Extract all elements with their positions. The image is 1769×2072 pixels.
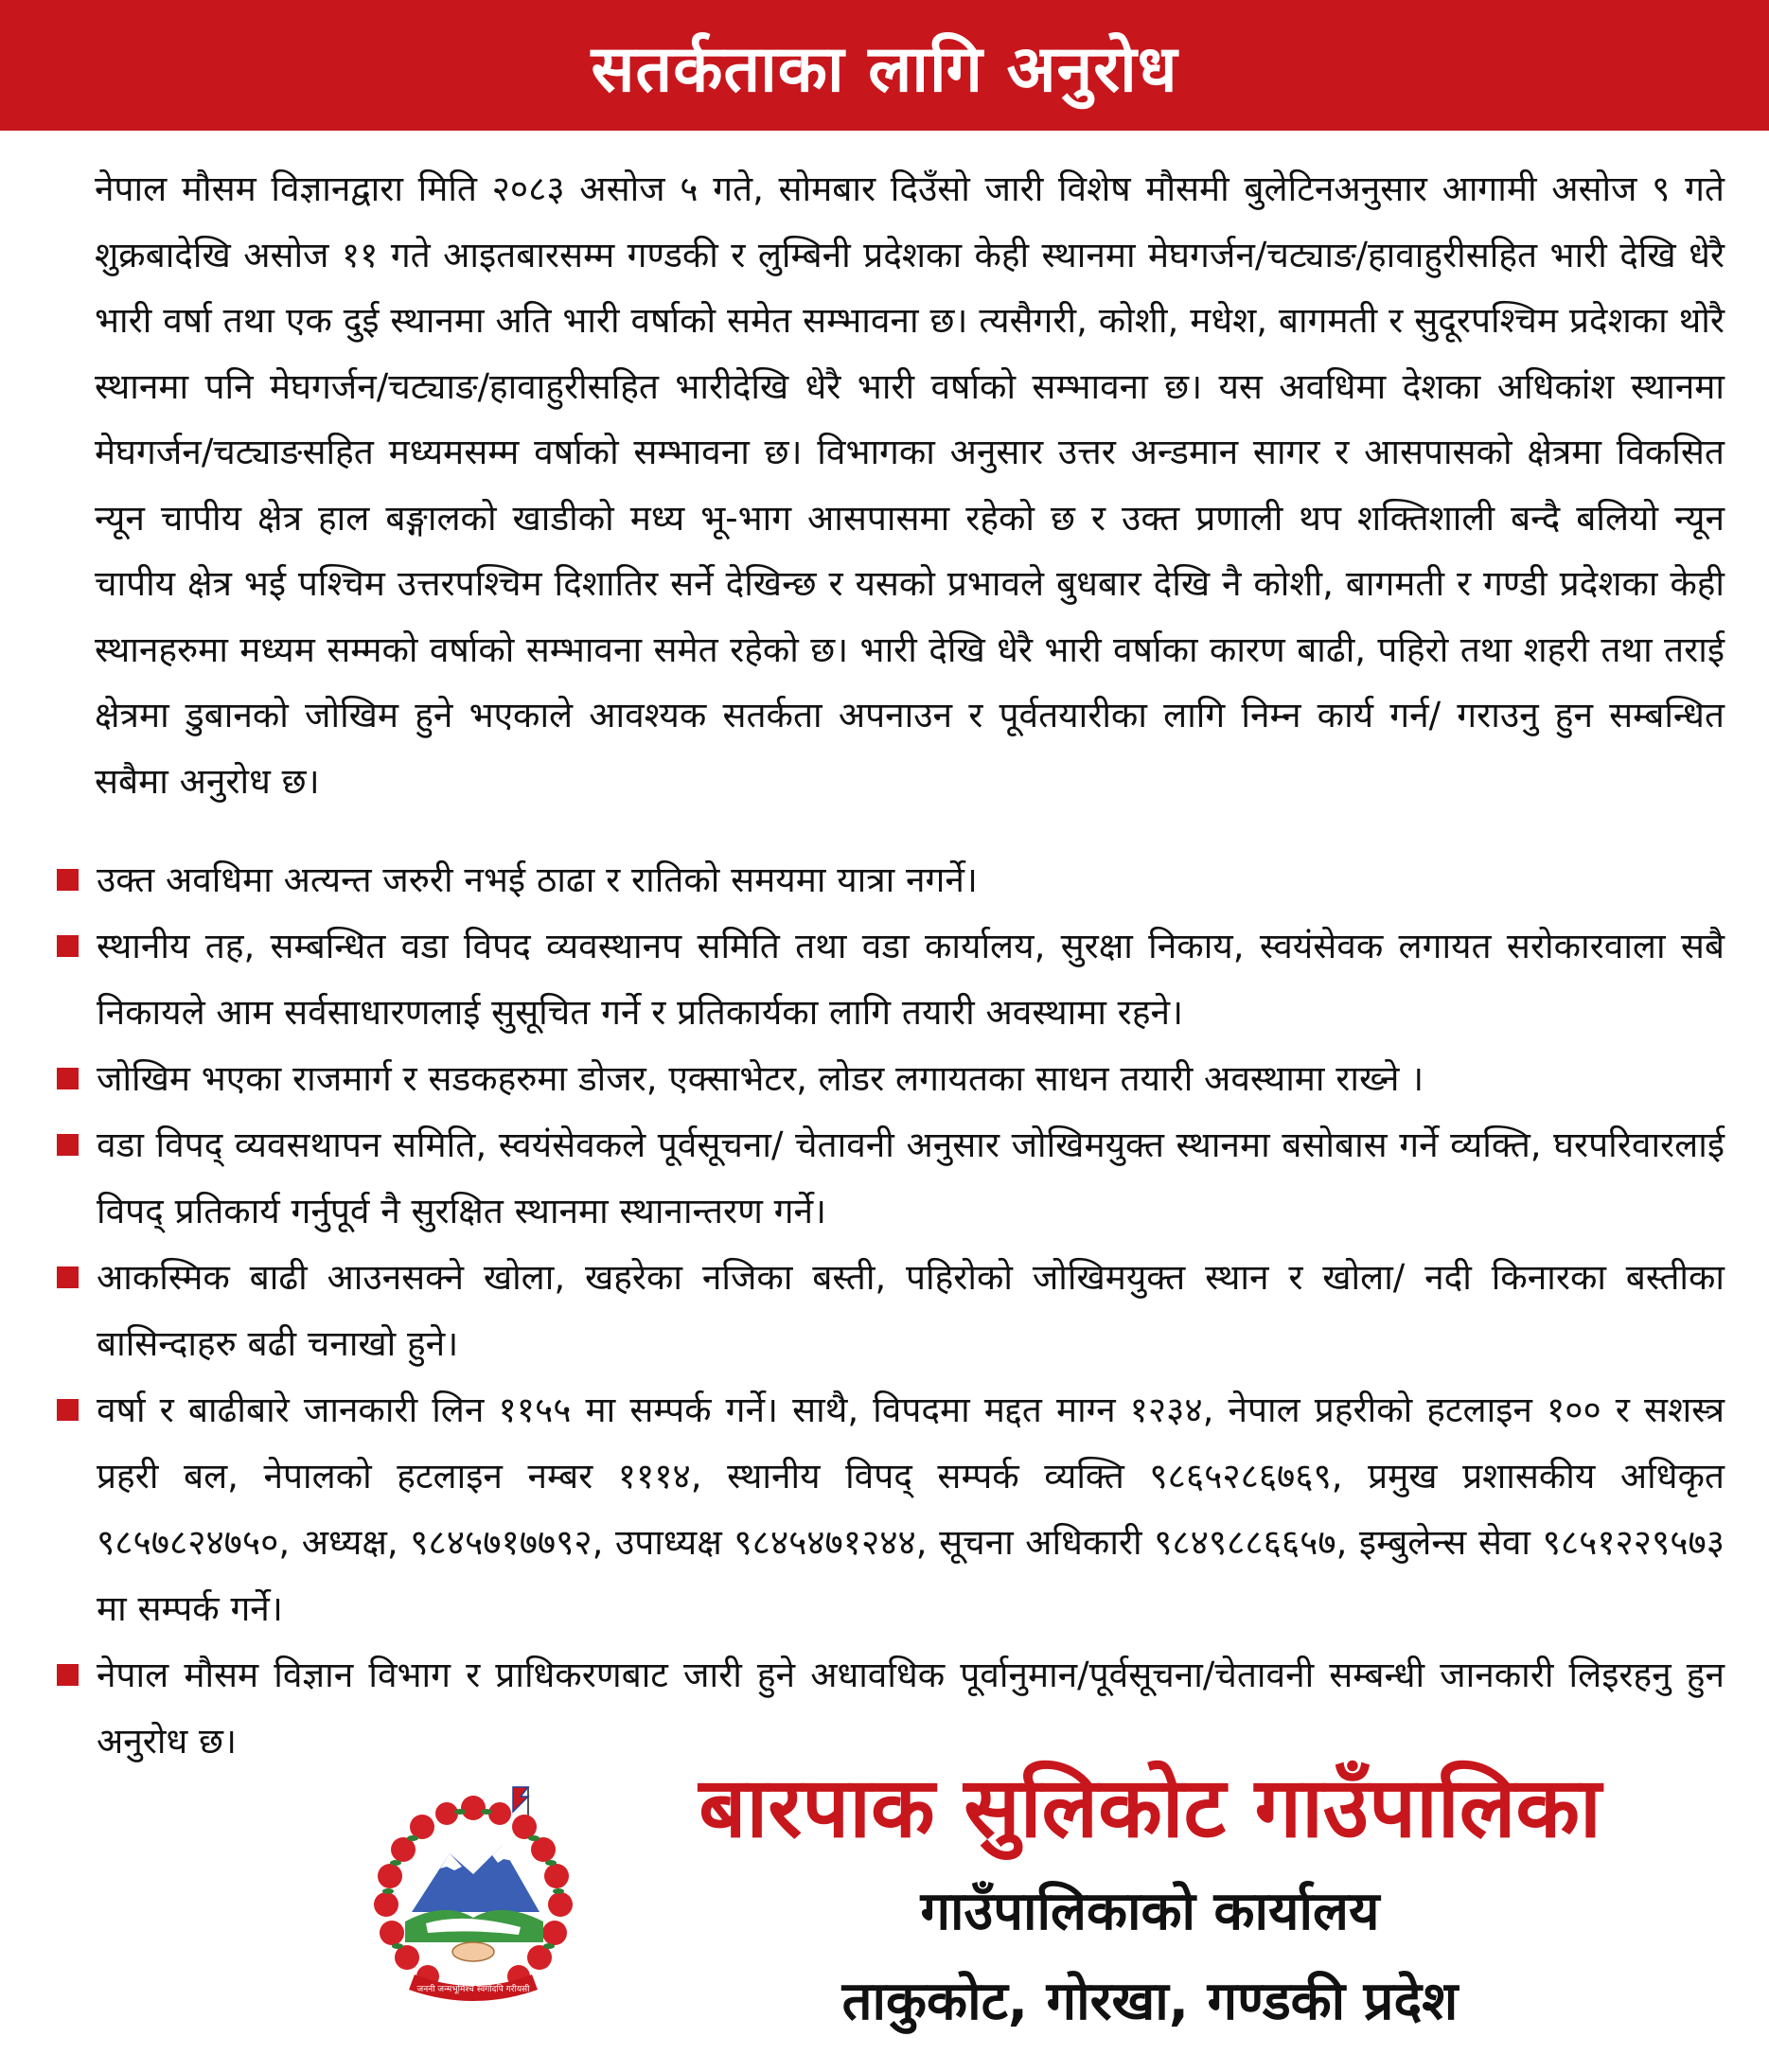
red-square-bullet-icon bbox=[57, 1664, 79, 1686]
list-item-text: जोखिम भएका राजमार्ग र सडकहरुमा डोजर, एक्साभेटर, लोडर लगायतका साधन तयारी अवस्थामा राख्ने । bbox=[97, 1058, 1424, 1099]
svg-text:जननी जन्मभूमिश्च स्वर्गादपि गर: जननी जन्मभूमिश्च स्वर्गादपि गरीयसी bbox=[416, 1985, 530, 1994]
red-square-bullet-icon bbox=[57, 1266, 79, 1288]
nepal-emblem-icon bbox=[360, 1780, 587, 2026]
list-item-text: उक्त अवधिमा अत्यन्त जरुरी नभई ठाढा र रातिको समयमा यात्रा नगर्ने। bbox=[97, 859, 978, 900]
list-item bbox=[57, 1642, 1725, 1775]
list-item bbox=[57, 1046, 1725, 1112]
list-item bbox=[57, 1377, 1725, 1642]
office-address: ताकुकोट, गोरखा, गण्डकी प्रदेश bbox=[841, 1971, 1459, 2032]
advisory-list bbox=[57, 847, 1725, 1775]
list-item-text: स्थानीय तह, सम्बन्धित वडा विपद व्यवस्थानप समिति तथा वडा कार्यालय, सुरक्षा निकाय, स्वयंसेवक लगायत सरोकारवाला सबै निकायले आम सर्वसाधारणलाई सुसूचित गर्ने र प्रतिकार्यका लागि तयारी अवस्थामा रहने। bbox=[97, 926, 1725, 1033]
red-square-bullet-icon bbox=[57, 1399, 79, 1421]
list-item-text: आकस्मिक बाढी आउनसक्ने खोला, खहरेका नजिका बस्ती, पहिरोको जोखिमयुक्त स्थान र खोला/ नदी किनारका बस्तीका बासिन्दाहरु बढी चनाखो हुने। bbox=[97, 1257, 1725, 1364]
organization-name: बारपाक सुलिकोट गाउँपालिका bbox=[699, 1759, 1601, 1856]
list-item bbox=[57, 913, 1725, 1046]
list-item bbox=[57, 1245, 1725, 1377]
title-banner bbox=[0, 0, 1769, 131]
list-item-text: वडा विपद् व्यवसथापन समिति, स्वयंसेवकले पूर्वसूचना/ चेतावनी अनुसार जोखिमयुक्त स्थानमा बसोबास गर्ने व्यक्ति, घरपरिवारलाई विपद् प्रतिकार्य गर्नुपूर्व नै सुरक्षित स्थानमा स्थानान्तरण गर्ने। bbox=[97, 1125, 1725, 1231]
office-name: गाउँपालिकाको कार्यालय bbox=[920, 1881, 1380, 1942]
list-item-text: वर्षा र बाढीबारे जानकारी लिन ११५५ मा सम्पर्क गर्ने। साथै, विपदमा मद्दत माग्न १२३४, नेपाल प्रहरीको हटलाइन १०० र सशस्त्र प्रहरी बल, नेपालको हटलाइन नम्बर १११४, स्थानीय विपद् सम्पर्क व्यक्ति ९८६५२८६७६९, प्रमुख प्रशासकीय अधिकृत ९८५७८२४७५०, अध्यक्ष, ९८४५७१७७९२, उपाध्यक्ष ९८४५४७१२४४, सूचना अधिकारी ९८४९८८६६५७, इम्बुलेन्स सेवा ९८५१२२९५७३ मा सम्पर्क गर्ने। bbox=[97, 1390, 1725, 1629]
red-square-bullet-icon bbox=[57, 869, 79, 891]
list-item bbox=[57, 1112, 1725, 1245]
list-item bbox=[57, 847, 1725, 913]
red-square-bullet-icon bbox=[57, 935, 79, 957]
page-title: सतर्कताका लागि अनुरोध bbox=[591, 31, 1178, 107]
red-square-bullet-icon bbox=[57, 1134, 79, 1156]
intro-paragraph: नेपाल मौसम विज्ञानद्वारा मिति २०८३ असोज ५ गते, सोमबार दिउँसो जारी विशेष मौसमी बुलेटिनअनुसार आगामी असोज ९ गते शुक्रबादेखि असोज ११ गते आइतबारसम्म गण्डकी र लुम्बिनी प्रदेशका केही स्थानमा मेघगर्जन/चट्याङ/हावाहुरीसहित भारी देखि धेरै भारी वर्षा तथा एक दुई स्थानमा अति भारी वर्षाको समेत सम्भावना छ। त्यसैगरी, कोशी, मधेश, बागमती र सुदूरपश्चिम प्रदेशका थोरै स्थानमा पनि मेघगर्जन/चट्याङ/हावाहुरीसहित भारीदेखि धेरै भारी वर्षाको सम्भावना छ। यस अवधिमा देशका अधिकांश स्थानमा मेघगर्जन/चट्याङसहित मध्यमसम्म वर्षाको सम्भावना छ। विभागका अनुसार उत्तर अन्डमान सागर र आसपासको क्षेत्रमा विकसित न्यून चापीय क्षेत्र हाल बङ्गालको खाडीको मध्य भू-भाग आसपासमा रहेको छ र उक्त प्रणाली थप शक्तिशाली बन्दै बलियो न्यून चापीय क्षेत्र भई पश्चिम उत्तरपश्चिम दिशातिर सर्ने देखिन्छ र यसको प्रभावले बुधबार देखि नै कोशी, बागमती र गण्डी प्रदेशका केही स्थानहरुमा मध्यम सम्मको वर्षाको सम्भावना समेत रहेको छ। भारी देखि धेरै भारी वर्षाका कारण बाढी, पहिरो तथा शहरी तथा तराई क्षेत्रमा डुबानको जोखिम हुने भएकाले आवश्यक सतर्कता अपनाउन र पूर्वतयारीका लागि निम्न कार्य गर्न/ गराउनु हुन सम्बन्धित सबैमा अनुरोध छ। bbox=[95, 168, 1725, 802]
list-item-text: नेपाल मौसम विज्ञान विभाग र प्राधिकरणबाट जारी हुने अधावधिक पूर्वानुमान/पूर्वसूचना/चेतावनी सम्बन्धी जानकारी लिइरहनु हुन अनुरोध छ। bbox=[97, 1655, 1725, 1762]
red-square-bullet-icon bbox=[57, 1068, 79, 1089]
